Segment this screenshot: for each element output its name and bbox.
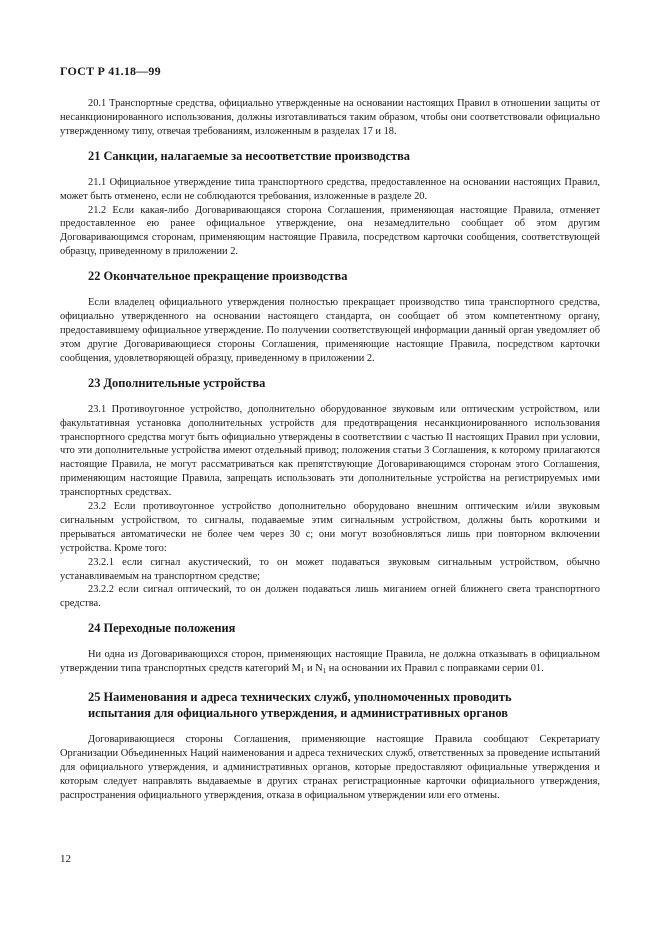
paragraph-20-1: 20.1 Транспортные средства, официально утвержденные на основании настоящих Правил в отношении защиты от несанкционированного использования, должны изготавливаться таким образом, чтобы они соответствовали официально утвержденному типу, отвечая требованиям, изложенным в разделах 17 и 18. <box>60 98 600 137</box>
section-25-title <box>60 689 600 721</box>
paragraph-23-1: 23.1 Противоугонное устройство, дополнительно оборудованное звуковым или оптическим устройством, или факультативная установка дополнительных устройств для предотвращения несанкционированного использования транспортного средства могут быть официально утверждены в соответствии с частью II настоящих Правил при условии, что эти дополнительные устройства имеют отдельный привод; положения статьи 3 Соглашения, к которому прилагаются настоящие Правила, не могут рассматриваться как препятствующие Договаривающимся сторонам этого Соглашения, применяющим настоящие Правила, запрещать использовать эти дополнительные устройства на регистрируемых ими транспортных средствах. <box>60 403 600 499</box>
paragraph-23-2-1: 23.2.1 если сигнал акустический, то он может подаваться звуковым сигнальным устройством, обычно устанавливаемым на транспортном средстве; <box>60 556 600 582</box>
section-21-title: 21 Санкции, налагаемые за несоответствие производства <box>88 148 410 163</box>
section-22-title: 22 Окончательное прекращение производства <box>88 269 348 284</box>
paragraph-24 <box>60 648 600 679</box>
paragraph-21-1: 21.1 Официальное утверждение типа транспортного средства, предоставленное на основании настоящих Правил, может быть отменено, если не соблюдаются требования, изложенные в разделе 20. <box>60 176 600 202</box>
paragraph-25: Договаривающиеся стороны Соглашения, применяющие настоящие Правила сообщают Секретариату Организации Объединенных Наций наименования и адреса технических служб, ответственных за проведение испытаний для официального утверждения, и административных органов, которые предоставляют официальные утверждения и которым следует направлять выдаваемые в других странах регистрационные карточки официального утверждения, распространения официального утверждения, отказа в официальном утверждении или его отмены. <box>60 734 600 801</box>
paragraph-24-part3: на основании их Правил с поправками серии 01. <box>326 663 544 675</box>
section-22-body <box>60 296 600 366</box>
section-24-body <box>60 648 600 679</box>
paragraph-24-part1: Ни одна из Договаривающихся сторон, применяющих настоящие Правила, не должна отказывать в официальном утверждении типа транспортных средств категорий M <box>60 649 600 675</box>
document-code-header: ГОСТ Р 41.18—99 <box>60 64 161 78</box>
paragraph-24-part2: и N <box>304 663 323 675</box>
document-page <box>60 64 600 803</box>
section-21-body <box>60 176 600 259</box>
section-25-title-line1: 25 Наименования и адреса технических служб, уполномоченных проводить <box>88 690 512 705</box>
paragraph-23-2: 23.2 Если противоугонное устройство дополнительно оборудовано внешним оптическим и/или звуковым сигнальным устройством, то сигналы, подаваемые этим сигнальным устройством, должны быть короткими и прерываться автоматически не более чем через 30 с; они могут возобновляться лишь при повторном включении устройства. Кроме того: <box>60 501 600 554</box>
section-25-body <box>60 733 600 803</box>
category-n-subscript: 1 <box>322 667 327 676</box>
paragraph-22: Если владелец официального утверждения полностью прекращает производство типа транспортного средства, официально утвержденного на основании настоящего стандарта, он сообщает об этом компетентному органу, предоставившему официальное утверждение. По получении соответствующей информации данный орган уведомляет об этом другие Договаривающиеся стороны Соглашения, применяющие настоящие Правила, посредством карточки сообщения, удовлетворяющей образцу, приведенному в приложении 2. <box>60 297 600 364</box>
section-25-title-line2: испытания для официального утверждения, и административных органов <box>88 706 508 721</box>
paragraph-23-2-2: 23.2.2 если сигнал оптический, то он должен подаваться лишь миганием огней ближнего света транспортного средства. <box>60 584 600 610</box>
section-23-title: 23 Дополнительные устройства <box>88 375 266 390</box>
section-24-title: 24 Переходные положения <box>88 621 236 636</box>
section-20-body <box>60 97 600 139</box>
page-number: 12 <box>60 853 71 865</box>
section-23-body <box>60 403 600 612</box>
paragraph-21-2: 21.2 Если какая-либо Договаривающаяся сторона Соглашения, применяющая настоящие Правила, отменяет предоставленное ею ранее официальное утверждение, она незамедлительно сообщает об этом другим Договаривающимся сторонам, применяющим настоящие Правила, посредством карточки сообщения, соответствующей образцу, приведенному в приложении 2. <box>60 204 600 258</box>
category-m-subscript: 1 <box>300 667 305 676</box>
